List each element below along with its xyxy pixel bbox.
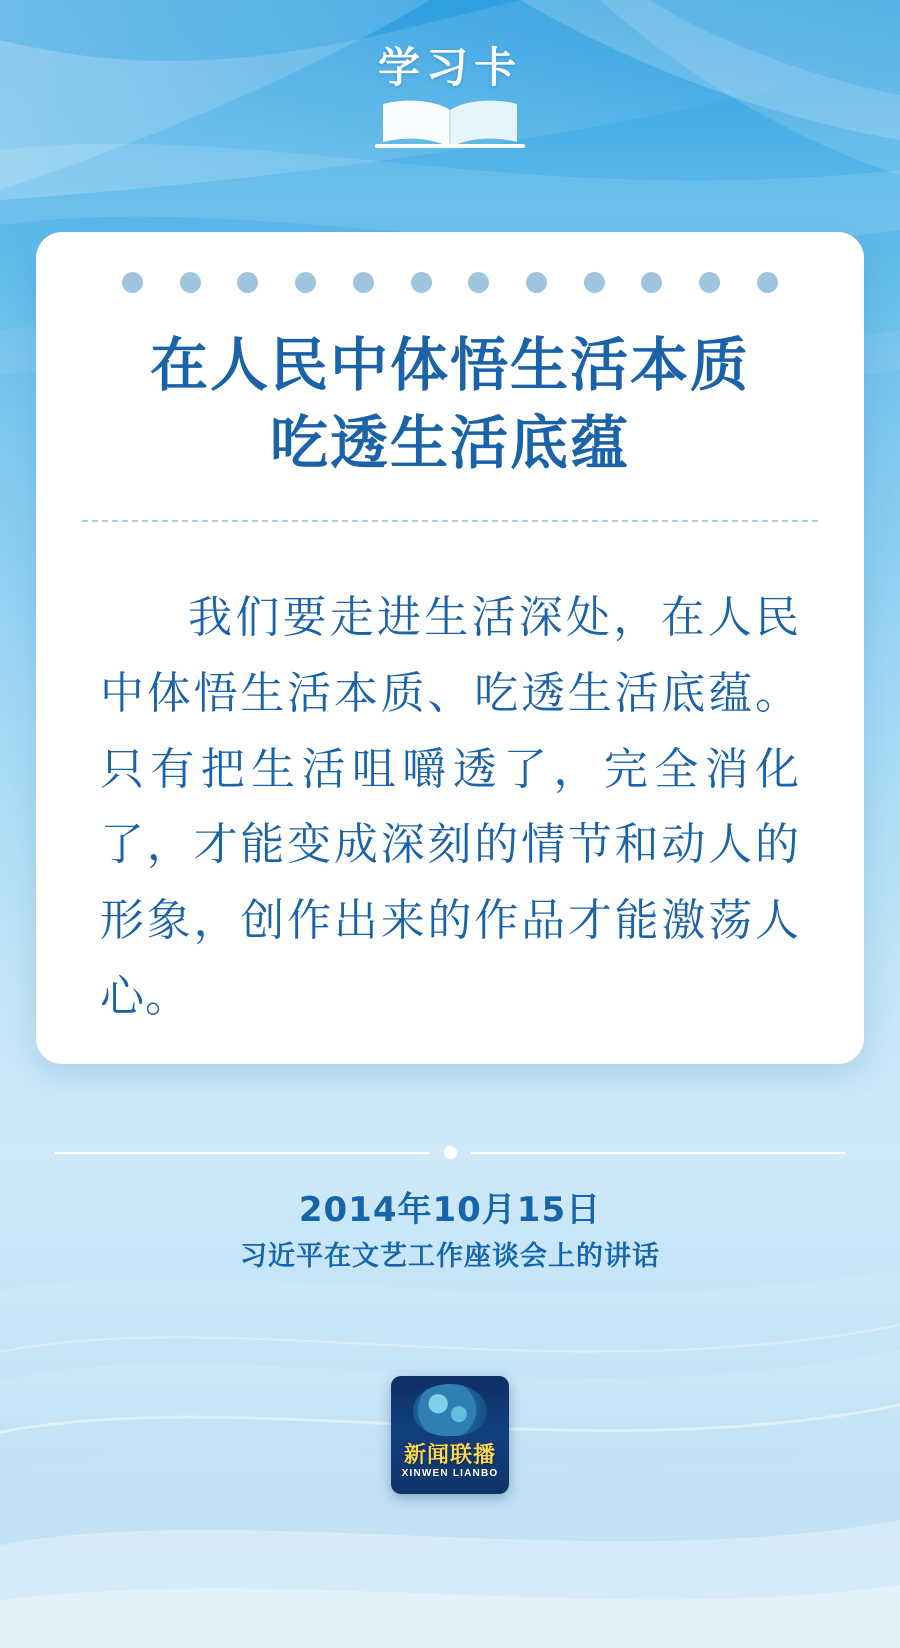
title-line-2: 吃透生活底蕴	[269, 408, 630, 477]
punch-hole	[353, 272, 374, 293]
source-speech: 习近平在文艺工作座谈会上的讲话	[240, 1241, 660, 1273]
punch-hole	[122, 272, 143, 293]
logo-label-cn: 新闻联播	[403, 1443, 496, 1468]
open-book-icon	[375, 96, 525, 152]
source-block	[0, 1186, 900, 1278]
source-date: 2014年10月15日	[298, 1190, 602, 1230]
punch-hole	[641, 272, 662, 293]
punch-hole	[468, 272, 489, 293]
divider-bar-left	[55, 1152, 430, 1154]
divider-dot	[444, 1146, 457, 1159]
dashed-divider	[82, 520, 818, 522]
punch-hole	[411, 272, 432, 293]
xinwen-lianbo-logo	[391, 1376, 509, 1494]
title-line-1: 在人民中体悟生活本质	[149, 331, 750, 399]
punch-hole	[526, 272, 547, 293]
punch-hole	[584, 272, 605, 293]
header	[0, 48, 900, 168]
globe-icon	[413, 1384, 487, 1436]
quote-body: 我们要走进生活深处，在人民中体悟生活本质、吃透生活底蕴。只有把生活咀嚼透了，完全消化了，才能变成深刻的情节和动人的形象，创作出来的作品才能激荡人心。	[100, 593, 800, 1021]
punch-hole	[699, 272, 720, 293]
divider-bar-right	[471, 1152, 846, 1154]
punch-hole	[237, 272, 258, 293]
punch-hole-row	[82, 232, 818, 293]
punch-hole	[180, 272, 201, 293]
punch-hole	[757, 272, 778, 293]
footer-divider	[55, 1146, 845, 1159]
logo-label-en: XINWEN LIANBO	[401, 1468, 499, 1479]
page-title	[82, 327, 818, 482]
brand-title: 学习卡	[377, 46, 522, 92]
punch-hole	[295, 272, 316, 293]
quote-card	[36, 232, 864, 1064]
